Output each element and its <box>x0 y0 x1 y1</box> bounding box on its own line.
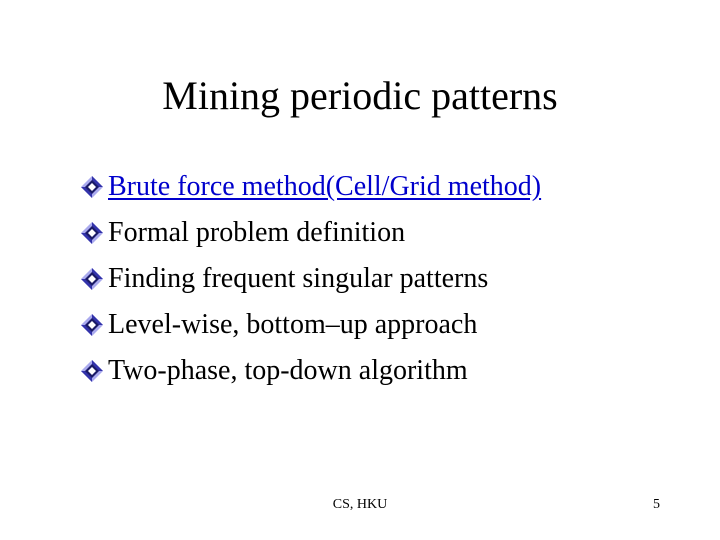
bullet-text: Level-wise, bottom–up approach <box>108 309 478 340</box>
page-number: 5 <box>653 497 660 512</box>
brute-force-link[interactable]: Brute force method(Cell/Grid method) <box>108 171 542 202</box>
diamond-bullet-icon <box>80 267 104 291</box>
bullet-text: Formal problem definition <box>108 217 406 248</box>
list-item <box>76 302 696 348</box>
slide-title: Mining periodic patterns <box>162 73 558 118</box>
footer-label: CS, HKU <box>332 497 388 512</box>
diamond-bullet-icon <box>80 313 104 337</box>
diamond-bullet-icon <box>80 359 104 383</box>
bullet-text: Two-phase, top-down algorithm <box>108 355 468 386</box>
list-item <box>76 256 696 302</box>
list-item <box>76 210 696 256</box>
bullet-list <box>76 164 696 394</box>
diamond-bullet-icon <box>80 221 104 245</box>
list-item <box>76 164 696 210</box>
list-item <box>76 348 696 394</box>
diamond-bullet-icon <box>80 175 104 199</box>
bullet-text: Finding frequent singular patterns <box>108 263 489 294</box>
